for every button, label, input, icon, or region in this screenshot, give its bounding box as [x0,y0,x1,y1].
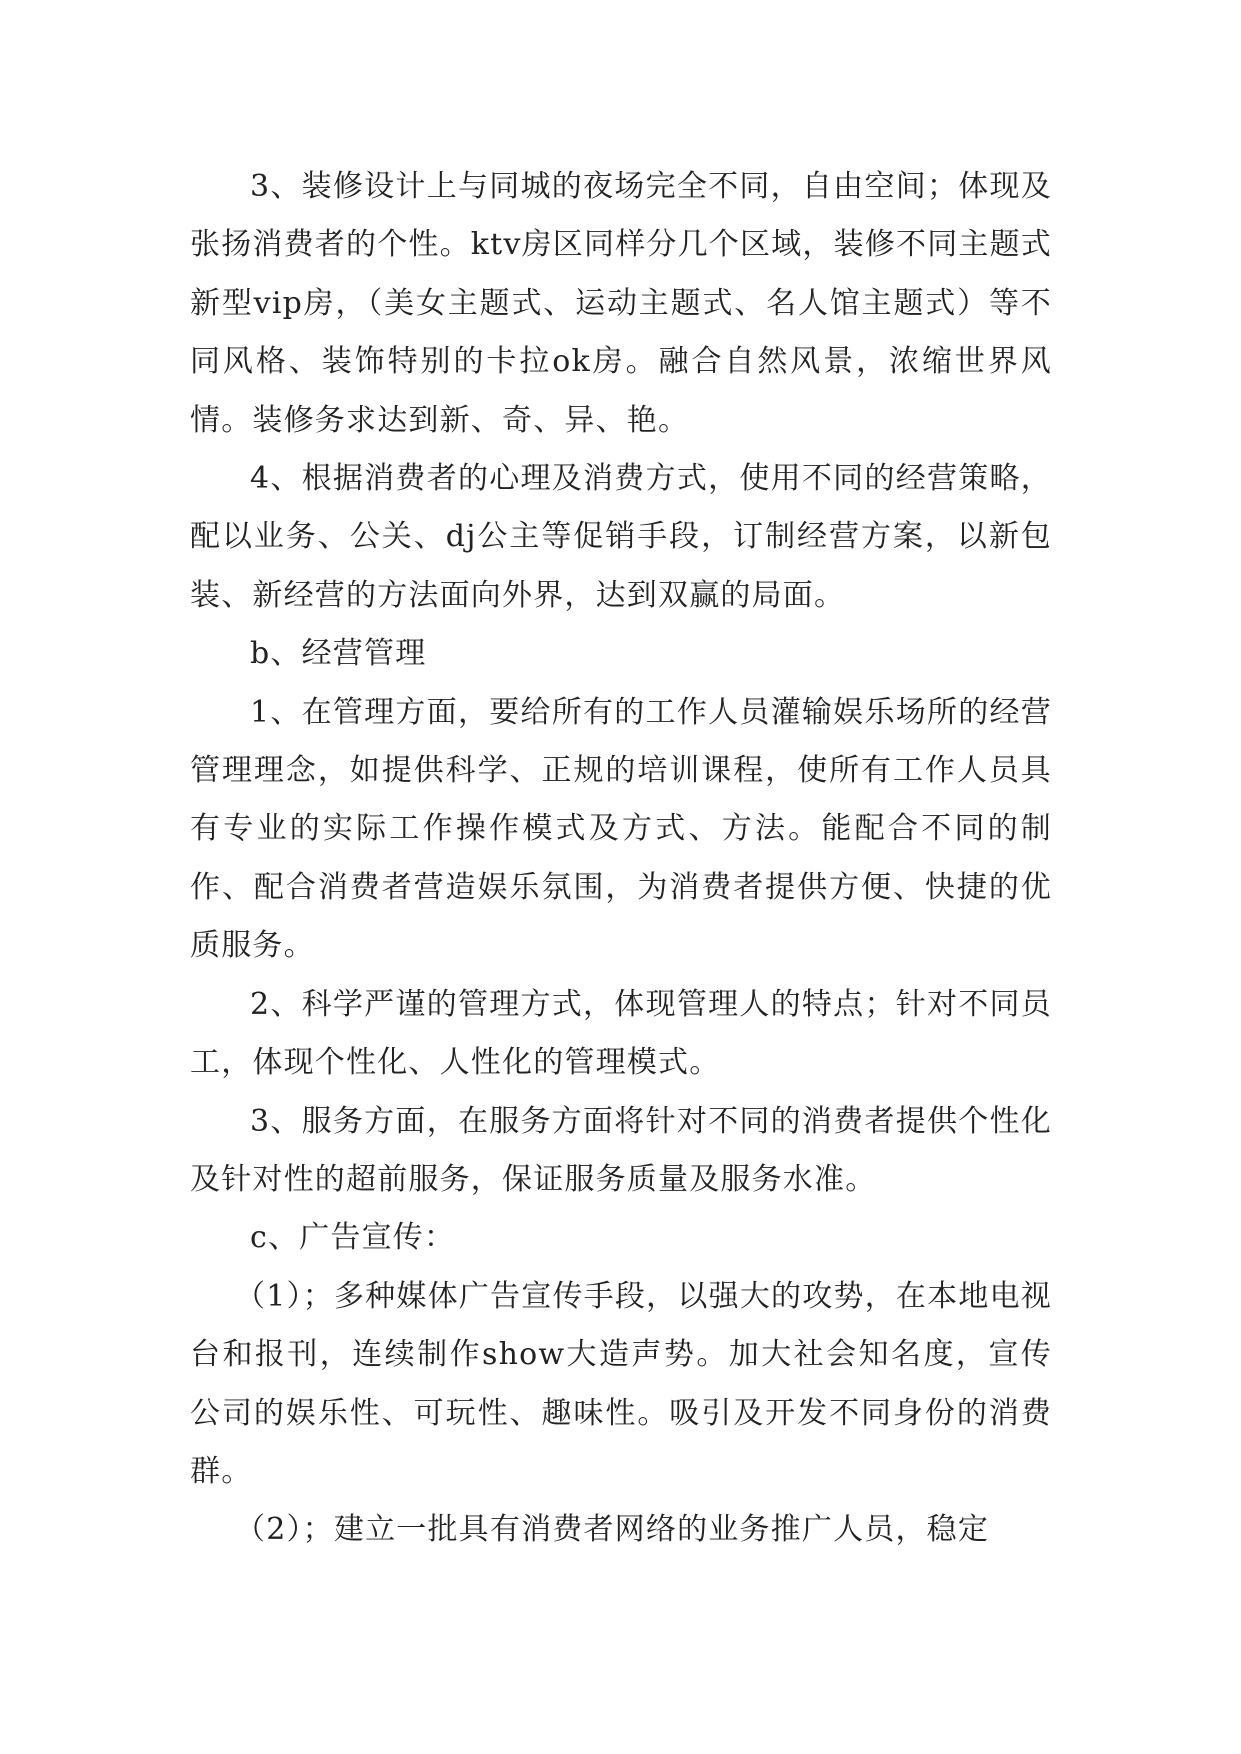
document-body [190,158,1052,1560]
paragraph-decoration-design: 3、装修设计上与同城的夜场完全不同，自由空间；体现及张扬消费者的个性。ktv房区同样分几个区域，装修不同主题式新型vip房，（美女主题式、运动主题式、名人馆主题式）等不同风格、装饰特别的卡拉ok房。融合自然风景，浓缩世界风情。装修务求达到新、奇、异、艳。 [190,169,1052,438]
paragraph-management-philosophy: 1、在管理方面，要给所有的工作人员灌输娱乐场所的经营管理理念，如提供科学、正规的培训课程，使所有工作人员具有专业的实际工作操作模式及方式、方法。能配合不同的制作、配合消费者营造娱乐氛围，为消费者提供方便、快捷的优质服务。 [190,694,1052,964]
paragraph-marketing-strategy: 4、根据消费者的心理及消费方式，使用不同的经营策略，配以业务、公关、dj公主等促销手段，订制经营方案，以新包装、新经营的方法面向外界，达到双赢的局面。 [190,461,1052,613]
paragraph-sales-network: （2）；建立一批具有消费者网络的业务推广人员，稳定 [235,1512,990,1548]
section-heading-advertising: c、广告宣传： [250,1220,456,1256]
paragraph-management-style: 2、科学严谨的管理方式，体现管理人的特点；针对不同员工，体现个性化、人性化的管理模式。 [190,986,1052,1081]
paragraph-service: 3、服务方面，在服务方面将针对不同的消费者提供个性化及针对性的超前服务，保证服务质量及服务水准。 [190,1103,1052,1197]
paragraph-media-advertising: （1）；多种媒体广告宣传手段，以强大的攻势，在本地电视台和报刊，连续制作show大造声势。加大社会知名度，宣传公司的娱乐性、可玩性、趣味性。吸引及开发不同身份的消费群。 [190,1278,1052,1489]
section-heading-operations-management: b、经营管理 [250,636,427,672]
